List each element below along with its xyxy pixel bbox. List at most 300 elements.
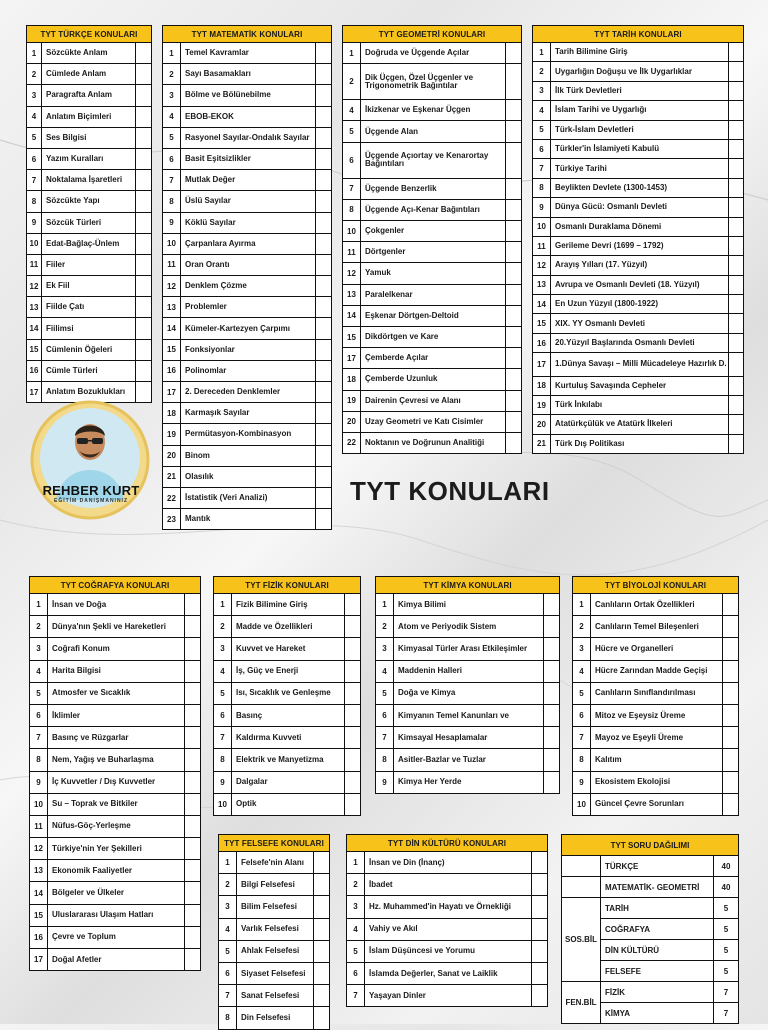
table-row: [163, 297, 332, 318]
row-number: 1: [347, 852, 365, 874]
topic-checkbox[interactable]: [345, 749, 361, 771]
subject-label: TARİH: [601, 898, 714, 919]
row-number: 3: [533, 81, 551, 100]
table-header-row: [343, 26, 522, 43]
topic-label: Fiilde Çatı: [42, 297, 136, 318]
topic-checkbox[interactable]: [729, 333, 744, 352]
topic-checkbox[interactable]: [136, 276, 152, 297]
turkce-topics-table: [26, 25, 152, 403]
table-row: [214, 704, 361, 726]
topic-checkbox[interactable]: [544, 749, 560, 771]
topic-label: Avrupa ve Osmanlı Devleti (18. Yüzyıl): [551, 275, 729, 294]
table-row: [573, 727, 739, 749]
topic-checkbox[interactable]: [316, 233, 332, 254]
table-row: [533, 434, 744, 453]
row-number: 14: [30, 882, 48, 904]
topic-checkbox[interactable]: [316, 127, 332, 148]
topic-checkbox[interactable]: [185, 704, 201, 726]
row-number: 8: [219, 1007, 237, 1029]
table-row: [343, 390, 522, 411]
topic-checkbox[interactable]: [723, 793, 739, 815]
topic-checkbox[interactable]: [506, 100, 522, 121]
topic-checkbox[interactable]: [136, 212, 152, 233]
topic-checkbox[interactable]: [729, 314, 744, 333]
topic-label: Sözcükte Yapı: [42, 191, 136, 212]
topic-checkbox[interactable]: [316, 191, 332, 212]
topic-checkbox[interactable]: [314, 985, 330, 1007]
table-row: [562, 856, 739, 877]
table-row: [27, 64, 152, 85]
topic-checkbox[interactable]: [729, 139, 744, 158]
topic-checkbox[interactable]: [314, 918, 330, 940]
row-number: 3: [376, 638, 394, 660]
row-number: 4: [214, 660, 232, 682]
topic-checkbox[interactable]: [316, 339, 332, 360]
topic-checkbox[interactable]: [729, 295, 744, 314]
topic-checkbox[interactable]: [506, 390, 522, 411]
topic-checkbox[interactable]: [345, 682, 361, 704]
topic-checkbox[interactable]: [506, 64, 522, 100]
topic-checkbox[interactable]: [723, 660, 739, 682]
topic-checkbox[interactable]: [729, 81, 744, 100]
topic-checkbox[interactable]: [532, 962, 548, 984]
group-cell: SOS.BİL: [562, 898, 601, 982]
table-row: [343, 369, 522, 390]
topic-checkbox[interactable]: [314, 940, 330, 962]
topic-checkbox[interactable]: [136, 191, 152, 212]
row-number: 16: [27, 360, 42, 381]
topic-label: İklimler: [48, 704, 185, 726]
row-number: 3: [573, 638, 591, 660]
topic-checkbox[interactable]: [136, 360, 152, 381]
row-number: 2: [343, 64, 361, 100]
kimya-topics-table: [375, 576, 560, 794]
topic-checkbox[interactable]: [345, 616, 361, 638]
topic-checkbox[interactable]: [136, 106, 152, 127]
topic-label: Paragrafta Anlam: [42, 85, 136, 106]
row-number: 18: [163, 403, 181, 424]
topic-checkbox[interactable]: [185, 749, 201, 771]
table-row: [562, 877, 739, 898]
topic-checkbox[interactable]: [185, 793, 201, 815]
topic-checkbox[interactable]: [314, 852, 330, 874]
table-row: [219, 962, 330, 984]
table-row: [533, 256, 744, 275]
topic-checkbox[interactable]: [185, 838, 201, 860]
topic-checkbox[interactable]: [136, 43, 152, 64]
topic-checkbox[interactable]: [544, 638, 560, 660]
topic-label: 2. Dereceden Denklemler: [181, 382, 316, 403]
topic-label: Dik Üçgen, Özel Üçgenler ve Trigonometrik Bağıntılar: [361, 64, 506, 100]
question-count: 5: [714, 898, 739, 919]
topic-label: XIX. YY Osmanlı Devleti: [551, 314, 729, 333]
topic-checkbox[interactable]: [345, 704, 361, 726]
topic-checkbox[interactable]: [136, 254, 152, 275]
row-number: 3: [27, 85, 42, 106]
row-number: 13: [27, 297, 42, 318]
topic-checkbox[interactable]: [544, 727, 560, 749]
topic-checkbox[interactable]: [506, 305, 522, 326]
topic-checkbox[interactable]: [136, 64, 152, 85]
topic-checkbox[interactable]: [506, 326, 522, 347]
topic-checkbox[interactable]: [345, 727, 361, 749]
topic-checkbox[interactable]: [544, 594, 560, 616]
topic-checkbox[interactable]: [136, 170, 152, 191]
topic-label: Anlatım Biçimleri: [42, 106, 136, 127]
geometri-topics-table: [342, 25, 522, 454]
topic-checkbox[interactable]: [316, 382, 332, 403]
topic-checkbox[interactable]: [316, 64, 332, 85]
topic-label: İkizkenar ve Eşkenar Üçgen: [361, 100, 506, 121]
row-number: 4: [376, 660, 394, 682]
subject-label: COĞRAFYA: [601, 919, 714, 940]
topic-checkbox[interactable]: [185, 660, 201, 682]
table-row: [573, 616, 739, 638]
topic-label: İç Kuvvetler / Dış Kuvvetler: [48, 771, 185, 793]
topic-checkbox[interactable]: [316, 148, 332, 169]
topic-checkbox[interactable]: [729, 217, 744, 236]
topic-checkbox[interactable]: [729, 43, 744, 62]
topic-label: Kalıtım: [591, 749, 723, 771]
topic-label: İnsan ve Din (İnanç): [365, 852, 532, 874]
topic-checkbox[interactable]: [723, 771, 739, 793]
table-row: [343, 284, 522, 305]
topic-checkbox[interactable]: [532, 985, 548, 1007]
subject-label: DİN KÜLTÜRÜ: [601, 940, 714, 961]
topic-label: Kimsayal Hesaplamalar: [394, 727, 544, 749]
topic-checkbox[interactable]: [723, 682, 739, 704]
topic-label: Basit Eşitsizlikler: [181, 148, 316, 169]
table-row: [573, 704, 739, 726]
topic-label: Isı, Sıcaklık ve Genleşme: [232, 682, 345, 704]
topic-checkbox[interactable]: [185, 727, 201, 749]
topic-label: Türk Dış Politikası: [551, 434, 729, 453]
topic-checkbox[interactable]: [729, 353, 744, 376]
topic-checkbox[interactable]: [729, 236, 744, 255]
topic-checkbox[interactable]: [185, 882, 201, 904]
topic-label: Problemler: [181, 297, 316, 318]
topic-checkbox[interactable]: [316, 85, 332, 106]
row-number: 15: [30, 904, 48, 926]
topic-checkbox[interactable]: [316, 466, 332, 487]
topic-checkbox[interactable]: [506, 221, 522, 242]
topic-label: Türkiye'nin Yer Şekilleri: [48, 838, 185, 860]
row-number: 8: [343, 199, 361, 220]
topic-checkbox[interactable]: [185, 616, 201, 638]
table-row: [27, 360, 152, 381]
topic-label: Hz. Muhammed'in Hayatı ve Örnekliği: [365, 896, 532, 918]
topic-checkbox[interactable]: [345, 660, 361, 682]
topic-checkbox[interactable]: [729, 415, 744, 434]
topic-checkbox[interactable]: [185, 594, 201, 616]
group-cell: [562, 877, 601, 898]
row-number: 19: [533, 395, 551, 414]
page-title: TYT KONULARI: [350, 476, 550, 506]
topic-checkbox[interactable]: [506, 199, 522, 220]
table-row: [30, 660, 201, 682]
topic-label: Çemberde Açılar: [361, 348, 506, 369]
question-count: 5: [714, 961, 739, 982]
topic-checkbox[interactable]: [316, 106, 332, 127]
topic-label: Bölme ve Bölünebilme: [181, 85, 316, 106]
row-number: 10: [573, 793, 591, 815]
topic-checkbox[interactable]: [316, 403, 332, 424]
topic-label: Doğa ve Kimya: [394, 682, 544, 704]
table-row: [347, 896, 548, 918]
topic-checkbox[interactable]: [316, 318, 332, 339]
table-header: TYT MATEMATİK KONULARI: [163, 26, 332, 43]
topic-checkbox[interactable]: [506, 369, 522, 390]
table-row: [27, 339, 152, 360]
row-number: 19: [343, 390, 361, 411]
topic-checkbox[interactable]: [136, 148, 152, 169]
topic-checkbox[interactable]: [136, 297, 152, 318]
table-row: [533, 139, 744, 158]
topic-checkbox[interactable]: [729, 275, 744, 294]
topic-label: Cümle Türleri: [42, 360, 136, 381]
topic-checkbox[interactable]: [506, 43, 522, 64]
row-number: 8: [30, 749, 48, 771]
topic-checkbox[interactable]: [136, 339, 152, 360]
topic-checkbox[interactable]: [729, 120, 744, 139]
table-row: [347, 874, 548, 896]
topic-checkbox[interactable]: [723, 594, 739, 616]
topic-checkbox[interactable]: [723, 749, 739, 771]
topic-checkbox[interactable]: [316, 445, 332, 466]
topic-checkbox[interactable]: [316, 43, 332, 64]
topic-checkbox[interactable]: [729, 198, 744, 217]
subject-label: TÜRKÇE: [601, 856, 714, 877]
row-number: 2: [376, 616, 394, 638]
topic-label: Elektrik ve Manyetizma: [232, 749, 345, 771]
topic-checkbox[interactable]: [506, 411, 522, 432]
topic-checkbox[interactable]: [544, 771, 560, 793]
row-number: 7: [30, 727, 48, 749]
topic-checkbox[interactable]: [544, 660, 560, 682]
row-number: 4: [347, 918, 365, 940]
topic-checkbox[interactable]: [729, 101, 744, 120]
topic-label: Harita Bilgisi: [48, 660, 185, 682]
topic-label: Kimya Bilimi: [394, 594, 544, 616]
topic-label: Üçgende Alan: [361, 121, 506, 142]
topic-label: İslam Tarihi ve Uygarlığı: [551, 101, 729, 120]
topic-label: İbadet: [365, 874, 532, 896]
table-row: [533, 333, 744, 352]
row-number: 4: [163, 106, 181, 127]
topic-checkbox[interactable]: [316, 487, 332, 508]
row-number: 4: [219, 918, 237, 940]
table-row: [343, 64, 522, 100]
topic-label: Paralelkenar: [361, 284, 506, 305]
table-row: [30, 727, 201, 749]
topic-label: Asitler-Bazlar ve Tuzlar: [394, 749, 544, 771]
topic-checkbox[interactable]: [729, 376, 744, 395]
topic-checkbox[interactable]: [506, 432, 522, 453]
table-row: [533, 198, 744, 217]
topic-checkbox[interactable]: [729, 434, 744, 453]
topic-checkbox[interactable]: [532, 874, 548, 896]
table-row: [163, 85, 332, 106]
topic-checkbox[interactable]: [185, 904, 201, 926]
table-row: [343, 121, 522, 142]
topic-checkbox[interactable]: [729, 395, 744, 414]
row-number: 12: [163, 276, 181, 297]
table-row: [30, 682, 201, 704]
row-number: 9: [533, 198, 551, 217]
topic-label: Yamuk: [361, 263, 506, 284]
logo-subtitle: EĞİTİM DANIŞMANINIZ: [54, 498, 128, 504]
topic-checkbox[interactable]: [544, 704, 560, 726]
topic-checkbox[interactable]: [316, 360, 332, 381]
topic-label: Karmaşık Sayılar: [181, 403, 316, 424]
topic-checkbox[interactable]: [185, 926, 201, 948]
topic-label: Coğrafi Konum: [48, 638, 185, 660]
topic-checkbox[interactable]: [185, 815, 201, 837]
row-number: 2: [533, 62, 551, 81]
row-number: 2: [27, 64, 42, 85]
topic-checkbox[interactable]: [185, 860, 201, 882]
subject-label: FELSEFE: [601, 961, 714, 982]
felsefe-topics-table: [218, 834, 330, 1030]
topic-checkbox[interactable]: [185, 949, 201, 971]
topic-checkbox[interactable]: [316, 424, 332, 445]
table-row: [214, 749, 361, 771]
table-row: [562, 982, 739, 1003]
row-number: 4: [343, 100, 361, 121]
topic-checkbox[interactable]: [506, 348, 522, 369]
topic-checkbox[interactable]: [532, 940, 548, 962]
topic-checkbox[interactable]: [316, 509, 332, 530]
topic-checkbox[interactable]: [316, 170, 332, 191]
topic-checkbox[interactable]: [506, 121, 522, 142]
row-number: 8: [376, 749, 394, 771]
table-row: [163, 509, 332, 530]
topic-checkbox[interactable]: [185, 682, 201, 704]
topic-checkbox[interactable]: [723, 616, 739, 638]
row-number: 3: [214, 638, 232, 660]
topic-label: Vahiy ve Akıl: [365, 918, 532, 940]
table-row: [30, 771, 201, 793]
table-row: [30, 949, 201, 971]
topic-checkbox[interactable]: [506, 284, 522, 305]
row-number: 6: [347, 962, 365, 984]
topic-label: Yaşayan Dinler: [365, 985, 532, 1007]
topic-checkbox[interactable]: [316, 212, 332, 233]
topic-checkbox[interactable]: [185, 638, 201, 660]
topic-checkbox[interactable]: [314, 1007, 330, 1029]
topic-checkbox[interactable]: [506, 178, 522, 199]
topic-label: Din Felsefesi: [237, 1007, 314, 1029]
table-row: [214, 727, 361, 749]
topic-checkbox[interactable]: [729, 256, 744, 275]
table-row: [573, 682, 739, 704]
table-row: [343, 305, 522, 326]
topic-label: İnsan ve Doğa: [48, 594, 185, 616]
topic-label: Beylikten Devlete (1300-1453): [551, 178, 729, 197]
topic-checkbox[interactable]: [544, 682, 560, 704]
topic-checkbox[interactable]: [723, 704, 739, 726]
topic-label: Kurtuluş Savaşında Cepheler: [551, 376, 729, 395]
topic-checkbox[interactable]: [345, 594, 361, 616]
row-number: 6: [573, 704, 591, 726]
row-number: 8: [573, 749, 591, 771]
topic-checkbox[interactable]: [506, 263, 522, 284]
topic-checkbox[interactable]: [532, 918, 548, 940]
table-row: [347, 940, 548, 962]
row-number: 8: [27, 191, 42, 212]
topic-checkbox[interactable]: [345, 638, 361, 660]
table-row: [376, 771, 560, 793]
row-number: 10: [214, 793, 232, 815]
topic-checkbox[interactable]: [506, 142, 522, 178]
topic-label: Maddenin Halleri: [394, 660, 544, 682]
topic-checkbox[interactable]: [136, 85, 152, 106]
table-header: TYT GEOMETRİ KONULARI: [343, 26, 522, 43]
topic-checkbox[interactable]: [729, 62, 744, 81]
topic-label: Mitoz ve Eşeysiz Üreme: [591, 704, 723, 726]
topic-checkbox[interactable]: [532, 896, 548, 918]
topic-checkbox[interactable]: [316, 254, 332, 275]
table-row: [214, 594, 361, 616]
topic-label: Uygarlığın Doğuşu ve İlk Uygarlıklar: [551, 62, 729, 81]
topic-checkbox[interactable]: [314, 896, 330, 918]
row-number: 10: [533, 217, 551, 236]
topic-checkbox[interactable]: [532, 852, 548, 874]
topic-checkbox[interactable]: [544, 616, 560, 638]
topic-checkbox[interactable]: [136, 233, 152, 254]
table-row: [343, 100, 522, 121]
table-row: [343, 142, 522, 178]
table-row: [533, 217, 744, 236]
table-row: [573, 660, 739, 682]
table-row: [533, 415, 744, 434]
topic-checkbox[interactable]: [136, 127, 152, 148]
row-number: 10: [163, 233, 181, 254]
topic-checkbox[interactable]: [314, 874, 330, 896]
topic-checkbox[interactable]: [345, 793, 361, 815]
row-number: 1: [376, 594, 394, 616]
row-number: 1: [163, 43, 181, 64]
subject-label: KİMYA: [601, 1003, 714, 1024]
topic-checkbox[interactable]: [506, 242, 522, 263]
table-row: [163, 339, 332, 360]
topic-checkbox[interactable]: [185, 771, 201, 793]
topic-label: 20.Yüzyıl Başlarında Osmanlı Devleti: [551, 333, 729, 352]
table-row: [30, 749, 201, 771]
row-number: 4: [573, 660, 591, 682]
topic-checkbox[interactable]: [316, 297, 332, 318]
row-number: 1: [27, 43, 42, 64]
topic-checkbox[interactable]: [316, 276, 332, 297]
topic-label: Çarpanlara Ayırma: [181, 233, 316, 254]
row-number: 17: [30, 949, 48, 971]
topic-label: Nüfus-Göç-Yerleşme: [48, 815, 185, 837]
topic-label: Ses Bilgisi: [42, 127, 136, 148]
topic-label: Uzay Geometri ve Katı Cisimler: [361, 411, 506, 432]
table-row: [27, 85, 152, 106]
row-number: 10: [30, 793, 48, 815]
topic-checkbox[interactable]: [729, 178, 744, 197]
topic-checkbox[interactable]: [729, 159, 744, 178]
topic-label: Canlıların Sınıflandırılması: [591, 682, 723, 704]
topic-label: Çemberde Uzunluk: [361, 369, 506, 390]
table-row: [219, 896, 330, 918]
topic-checkbox[interactable]: [723, 638, 739, 660]
topic-checkbox[interactable]: [345, 771, 361, 793]
topic-checkbox[interactable]: [314, 962, 330, 984]
topic-checkbox[interactable]: [136, 318, 152, 339]
topic-checkbox[interactable]: [723, 727, 739, 749]
